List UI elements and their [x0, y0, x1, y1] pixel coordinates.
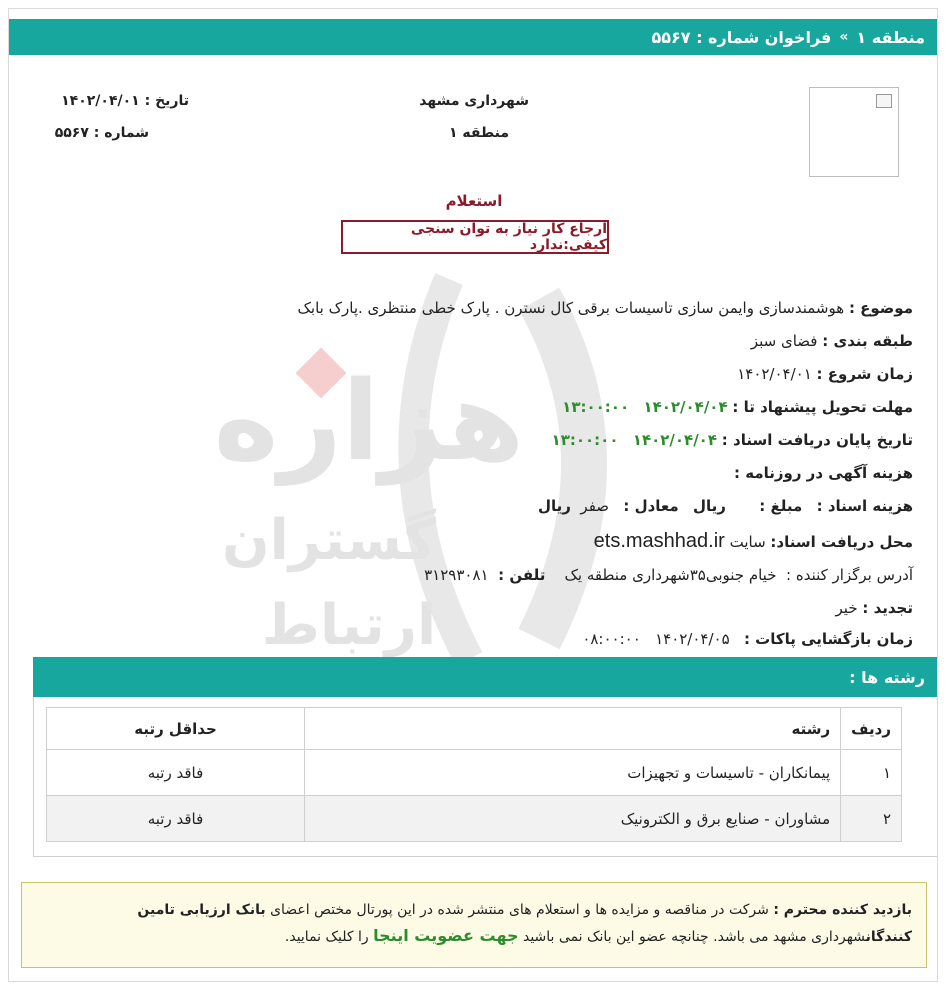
renewal-label: تجدید : [862, 599, 913, 617]
table-row [47, 750, 902, 796]
renewal-row [836, 599, 913, 617]
org-logo [809, 87, 899, 177]
watermark-arc-icon [539, 299, 584, 639]
number-line [39, 125, 149, 141]
subject-label: موضوع : [848, 299, 913, 317]
date-value: ۱۴۰۲/۰۴/۰۱ [61, 93, 140, 109]
deadline-date: ۱۴۰۲/۰۴/۰۴ [643, 398, 728, 416]
opening-row [582, 630, 913, 648]
number-label: شماره : [93, 125, 149, 141]
watermark-line1: گستران [221, 508, 437, 573]
breadcrumb-arrow-icon: » [839, 29, 849, 45]
start-label: زمان شروع : [816, 365, 913, 383]
col-field-header: رشته [305, 708, 841, 750]
docs-end-date: ۱۴۰۲/۰۴/۰۴ [632, 431, 717, 449]
document-title: استعلام [445, 192, 503, 210]
row-index: ۲ [841, 796, 902, 842]
watermark-word: هزاره [213, 357, 525, 485]
referral-note: ارجاع کار نیاز به توان سنجی کیفی:ندارد [341, 220, 609, 254]
ad-cost-row [734, 464, 913, 482]
membership-notice [21, 882, 927, 968]
category-value: فضای سبز [750, 332, 818, 350]
call-number-title: فراخوان شماره : ۵۵۶۷ [651, 27, 832, 47]
amount-label: مبلغ : [759, 497, 803, 515]
notice-text-2: شهرداری مشهد می باشد. چنانچه عضو این بانک نمی باشید [522, 929, 866, 945]
row-field: پیمانکاران - تاسیسات و تجهیزات [305, 750, 841, 796]
deadline-time: ۱۳:۰۰:۰۰ [562, 398, 630, 416]
category-row [751, 332, 913, 350]
docs-end-label: تاریخ پایان دریافت اسناد : [721, 431, 913, 449]
row-rank: فاقد رتبه [47, 796, 305, 842]
table-header-row [47, 708, 902, 750]
row-rank: فاقد رتبه [47, 750, 305, 796]
opening-date: ۱۴۰۲/۰۴/۰۵ [655, 630, 730, 648]
row-index: ۱ [841, 750, 902, 796]
notice-text-1: شرکت در مناقصه و مزایده ها و استعلام های منتشر شده در این پورتال مختص اعضای [270, 902, 769, 918]
date-label: تاریخ : [144, 93, 189, 109]
phone-label: تلفن : [498, 566, 546, 584]
page [8, 8, 938, 982]
doc-place-site-link[interactable]: ets.mashhad.ir [593, 530, 725, 552]
col-rank-header: حداقل رتبه [47, 708, 305, 750]
equiv-label: معادل : [623, 497, 679, 515]
equiv-value: صفر [580, 497, 610, 515]
start-value: ۱۴۰۲/۰۴/۰۱ [737, 365, 812, 383]
watermark-line2: ارتباط [261, 593, 437, 658]
opening-time: ۰۸:۰۰:۰۰ [582, 630, 641, 648]
subject-row [297, 299, 913, 317]
notice-lead: بازدید کننده محترم : [773, 902, 912, 918]
deadline-row [562, 398, 913, 416]
deadline-label: مهلت تحویل پیشنهاد تا : [732, 398, 913, 416]
doc-place-row [594, 530, 913, 553]
renewal-value: خیر [835, 599, 858, 617]
phone-value: ۳۱۲۹۳۰۸۱ [424, 566, 489, 584]
broken-image-icon [876, 94, 892, 108]
org-region: منطقه ۱ [448, 125, 509, 141]
doc-cost-row [538, 497, 913, 515]
category-label: طبقه بندی : [822, 332, 913, 350]
page-header-bar [9, 19, 938, 55]
ad-cost-label: هزینه آگهی در روزنامه : [734, 464, 913, 482]
address-label: آدرس برگزار کننده : [786, 566, 913, 584]
notice-bank: بانک ارزیابی تامین کنندگان [137, 902, 912, 945]
watermark-diamond-icon [296, 348, 347, 399]
opening-label: زمان بازگشایی پاکات : [743, 630, 913, 648]
col-index-header: ردیف [841, 708, 902, 750]
address-value: خیام جنوبی۳۵شهرداری منطقه یک [564, 566, 777, 584]
breadcrumb-region[interactable]: منطقه ۱ [856, 27, 925, 47]
docs-end-row [552, 431, 913, 449]
doc-place-prefix: سایت [729, 533, 766, 551]
watermark-logo [69, 259, 629, 679]
row-field: مشاوران - صنایع برق و الکترونیک [305, 796, 841, 842]
table-row [47, 796, 902, 842]
doc-cost-label: هزینه اسناد : [816, 497, 913, 515]
fields-section-header [33, 657, 938, 697]
org-name: شهرداری مشهد [419, 93, 529, 109]
equiv-unit: ریال [537, 497, 571, 515]
doc-place-label: محل دریافت اسناد: [770, 533, 913, 551]
date-line [39, 93, 189, 109]
fields-table-container [33, 697, 938, 857]
address-row [424, 566, 913, 584]
number-value: ۵۵۶۷ [54, 125, 89, 141]
subject-value: هوشمندسازی وایمن سازی تاسیسات برقی کال نسترن . پارک خطی منتظری .پارک بابک [297, 299, 845, 317]
fields-section-title: رشته ها : [849, 667, 925, 687]
amount-unit: ریال [692, 497, 726, 515]
fields-table [46, 707, 902, 842]
notice-text-3: را کلیک نمایید. [284, 929, 369, 945]
join-link[interactable]: جهت عضویت اینجا [373, 926, 519, 945]
start-row [737, 365, 913, 383]
docs-end-time: ۱۳:۰۰:۰۰ [551, 431, 619, 449]
